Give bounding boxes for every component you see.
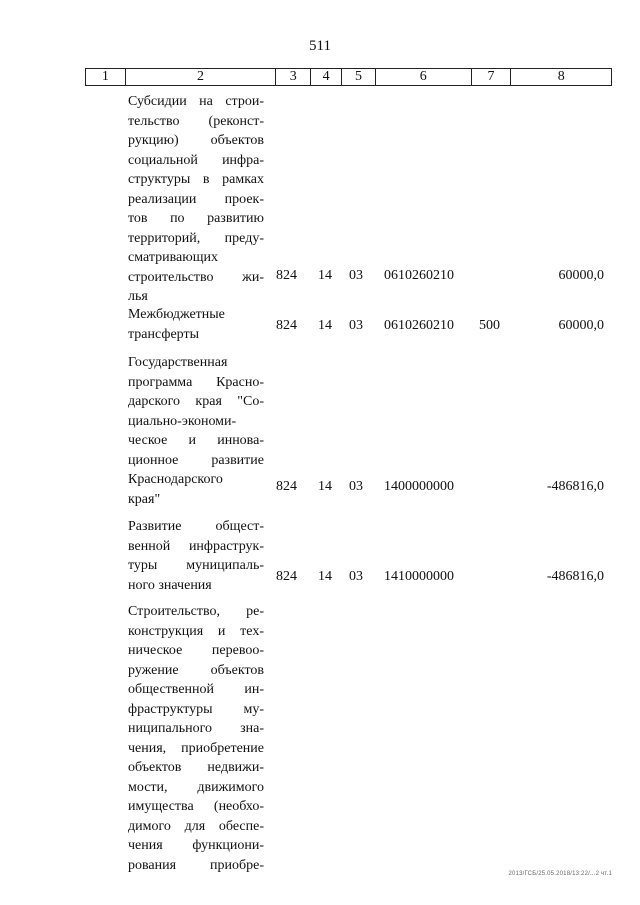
- target-article-code: 0610260210: [384, 268, 454, 283]
- description-line: ционное развитие: [128, 452, 264, 468]
- description-line: мости, движимого: [128, 779, 264, 795]
- description-line: дарского края "Со-: [128, 394, 264, 409]
- header-col-3: 3: [276, 69, 311, 85]
- header-col-6: 6: [376, 69, 472, 85]
- description-line: ного значения: [128, 577, 212, 593]
- description-line: общественной ин-: [128, 682, 264, 697]
- description-line: Государственная: [128, 355, 228, 370]
- header-col-5: 5: [342, 69, 376, 85]
- description-line: конструкция и тех-: [128, 623, 264, 639]
- table-row-description: [128, 92, 264, 307]
- admin-code: 824: [276, 318, 297, 333]
- subsection-code: 03: [349, 318, 363, 333]
- description-line: социальной инфра-: [128, 152, 264, 168]
- description-line: структуры в рамках: [128, 172, 264, 187]
- description-line: тельство (реконст-: [128, 113, 264, 129]
- section-code: 14: [318, 479, 332, 494]
- description-line: Межбюджетные: [128, 307, 225, 322]
- page-number: 511: [309, 38, 331, 54]
- document-footer-stamp: 2013/ГСБ/25.05.2018/13:22/...2 чт.1: [508, 871, 612, 877]
- amount-value: -486816,0: [546, 479, 604, 494]
- description-line: рования приобре-: [128, 857, 264, 873]
- description-line: циально-экономи-: [128, 413, 237, 429]
- description-line: чения функциони-: [128, 838, 264, 853]
- table-row-description: [128, 305, 264, 344]
- description-line: Краснодарского: [128, 472, 223, 487]
- description-line: строительство жи-: [128, 269, 264, 285]
- description-line: лья: [128, 289, 148, 304]
- description-line: ружение объектов: [128, 662, 264, 678]
- description-line: Строительство, ре-: [128, 604, 264, 619]
- section-code: 14: [318, 569, 332, 584]
- header-col-1: 1: [86, 69, 126, 85]
- section-code: 14: [318, 268, 332, 283]
- description-line: трансферты: [128, 326, 200, 342]
- amount-value: 60000,0: [558, 318, 604, 333]
- description-line: туры муниципаль-: [128, 558, 264, 573]
- amount-value: -486816,0: [546, 569, 604, 584]
- description-line: фраструктуры му-: [128, 701, 264, 717]
- subsection-code: 03: [349, 479, 363, 494]
- description-line: ческое и иннова-: [128, 433, 264, 448]
- description-line: ниципального зна-: [128, 721, 264, 736]
- amount-value: 60000,0: [558, 268, 604, 283]
- target-article-code: 1400000000: [384, 479, 454, 494]
- description-line: программа Красно-: [128, 374, 264, 390]
- description-line: Развитие общест-: [128, 519, 264, 534]
- header-col-4: 4: [311, 69, 342, 85]
- header-col-2: 2: [126, 69, 276, 85]
- description-line: Субсидии на строи-: [128, 94, 264, 109]
- description-line: тов по развитию: [128, 211, 264, 226]
- description-line: чения, приобретение: [128, 740, 264, 756]
- expense-type-code: 500: [479, 318, 500, 333]
- description-line: димого для обеспе-: [128, 818, 264, 834]
- table-row-description: [128, 353, 264, 509]
- description-line: объектов недвижи-: [128, 760, 264, 775]
- description-line: сматривающих: [128, 250, 218, 265]
- admin-code: 824: [276, 569, 297, 584]
- table-row-description: [128, 602, 264, 875]
- section-code: 14: [318, 318, 332, 333]
- admin-code: 824: [276, 479, 297, 494]
- target-article-code: 1410000000: [384, 569, 454, 584]
- target-article-code: 0610260210: [384, 318, 454, 333]
- description-line: имущества (необхо-: [128, 799, 264, 814]
- header-col-8: 8: [557, 69, 565, 84]
- description-line: территорий, преду-: [128, 230, 264, 246]
- table-header-row: [85, 68, 612, 86]
- table-row-description: [128, 517, 264, 595]
- description-line: ническое перевоо-: [128, 643, 264, 658]
- description-line: реализации проек-: [128, 191, 264, 207]
- admin-code: 824: [276, 268, 297, 283]
- description-line: края": [128, 491, 161, 507]
- header-col-7: 7: [472, 69, 512, 85]
- description-line: рукцию) объектов: [128, 133, 264, 148]
- subsection-code: 03: [349, 268, 363, 283]
- description-line: венной инфраструк-: [128, 538, 264, 554]
- subsection-code: 03: [349, 569, 363, 584]
